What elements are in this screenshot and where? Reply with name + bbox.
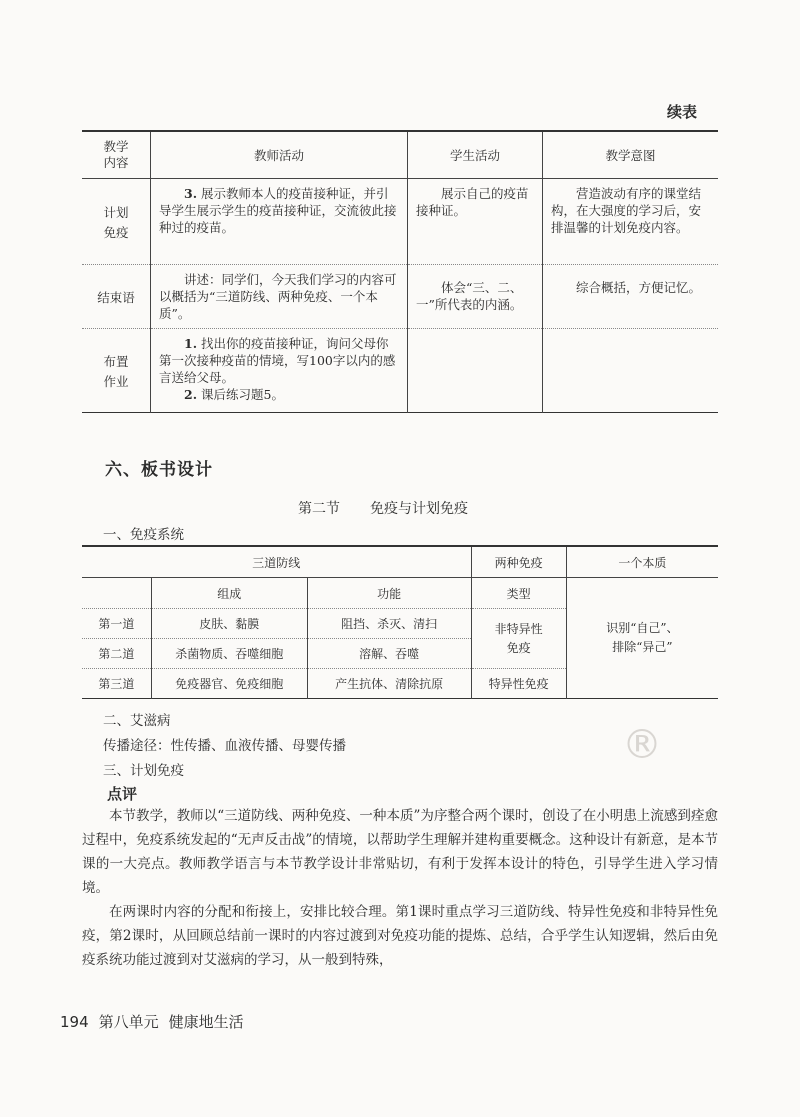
teaching-table: [82, 130, 718, 413]
line-function: 产生抗体、清除抗原: [307, 669, 471, 699]
row-student: 体会“三、二、一”所代表的内涵。: [408, 265, 543, 329]
row-student: 展示自己的疫苗接种证。: [408, 179, 543, 265]
table-row: [82, 546, 718, 578]
header-student: 学生活动: [408, 131, 543, 179]
line-composition: 皮肤、黏膜: [151, 609, 307, 639]
row-teacher: [151, 329, 408, 413]
homework-text: 找出你的疫苗接种证，询问父母你第一次接种疫苗的情境，写100字以内的感言送给父母。: [159, 336, 396, 385]
row-content: 计划 免疫: [82, 179, 151, 265]
item-number: 3.: [184, 186, 198, 201]
comment-paragraph-2: 在两课时内容的分配和衔接上，安排比较合理。第1课时重点学习三道防线、特异性免疫和非特异性免疫，第2课时，从回顾总结前一课时的内容过渡到对免疫功能的提炼、总结，合乎学生认知逻辑，然后由免疫系统功能过渡到对艾滋病的学习，从一般到特殊，: [82, 904, 718, 968]
row-content: 布置 作业: [103, 353, 129, 389]
homework-text: 课后练习题5。: [201, 387, 285, 402]
board-table: [82, 545, 718, 699]
header-function: 功能: [307, 578, 471, 609]
line-name: 第一道: [82, 609, 151, 639]
table-row: [82, 265, 718, 329]
line-composition: 免疫器官、免疫细胞: [151, 669, 307, 699]
row-intent: 营造波动有序的课堂结构，在大强度的学习后，安排温馨的计划免疫内容。: [543, 179, 719, 265]
blank-cell: [82, 578, 151, 609]
nonspecific-immunity: 非特异性 免疫: [471, 609, 566, 669]
line-function: 阻挡、杀灭、清扫: [307, 609, 471, 639]
row-teacher: [151, 179, 408, 265]
item-number: 1.: [184, 336, 198, 351]
line-name: 第二道: [82, 639, 151, 669]
section-title: 六、板书设计: [105, 460, 213, 480]
item-number: 2.: [184, 387, 198, 402]
row-teacher: 讲述：同学们，今天我们学习的内容可以概括为“三道防线、两种免疫、一个本质”。: [151, 265, 408, 329]
page-footer: [60, 1011, 254, 1032]
heading-immune-system: 一、免疫系统: [103, 527, 184, 543]
board-section: 第二节: [298, 501, 340, 517]
teacher-text: 展示教师本人的疫苗接种证，并引导学生展示学生的疫苗接种证，交流彼此接种过的疫苗。: [159, 186, 397, 235]
transmission-routes: 传播途径：性传播、血液传播、母婴传播: [103, 738, 346, 754]
homework-1: [159, 335, 399, 386]
row-intent: [543, 329, 719, 413]
comment-paragraph-1: 本节教学，教师以“三道防线、两种免疫、一种本质”为序整合两个课时，创设了在小明患上流感到痊愈过程中，免疫系统发起的“无声反击战”的情境，以帮助学生理解并建构重要概念。这种设计有新意，是本节课的一大亮点。教师教学语言与本节教学设计非常贴切，有利于发挥本设计的特色，引导学生进入学习情境。: [82, 808, 718, 896]
continued-label: 续表: [666, 103, 697, 121]
header-intent: 教学意图: [543, 131, 719, 179]
board-name: 免疫与计划免疫: [370, 501, 468, 517]
header-three-lines: 三道防线: [82, 546, 471, 578]
header-two-immunity: 两种免疫: [471, 546, 566, 578]
specific-immunity: 特异性免疫: [471, 669, 566, 699]
footer-unit: 第八单元: [98, 1013, 159, 1031]
table-header-row: [82, 131, 718, 179]
watermark-registered-icon: ®: [622, 722, 662, 768]
line-composition: 杀菌物质、吞噬细胞: [151, 639, 307, 669]
heading-planned-immunity: 三、计划免疫: [103, 763, 184, 779]
page-number: 194: [60, 1013, 89, 1031]
line-function: 溶解、吞噬: [307, 639, 471, 669]
table-row: [82, 578, 718, 609]
heading-aids: 二、艾滋病: [103, 713, 171, 729]
homework-2: [159, 386, 399, 403]
header-content: 教学 内容: [82, 131, 151, 179]
row-intent: 综合概括，方便记忆。: [543, 265, 719, 329]
row-content: 结束语: [82, 265, 151, 329]
header-type: 类型: [471, 578, 566, 609]
line-name: 第三道: [98, 677, 135, 691]
header-composition: 组成: [151, 578, 307, 609]
header-teacher: 教师活动: [151, 131, 408, 179]
table-row: [82, 329, 718, 413]
table-row: [82, 179, 718, 265]
row-student: [408, 329, 543, 413]
footer-title: 健康地生活: [168, 1013, 244, 1031]
essence-cell: 识别“自己”、 排除“异己”: [566, 578, 718, 699]
comment-title: 点评: [107, 785, 138, 803]
board-title: [298, 498, 498, 518]
header-one-essence: 一个本质: [566, 546, 718, 578]
